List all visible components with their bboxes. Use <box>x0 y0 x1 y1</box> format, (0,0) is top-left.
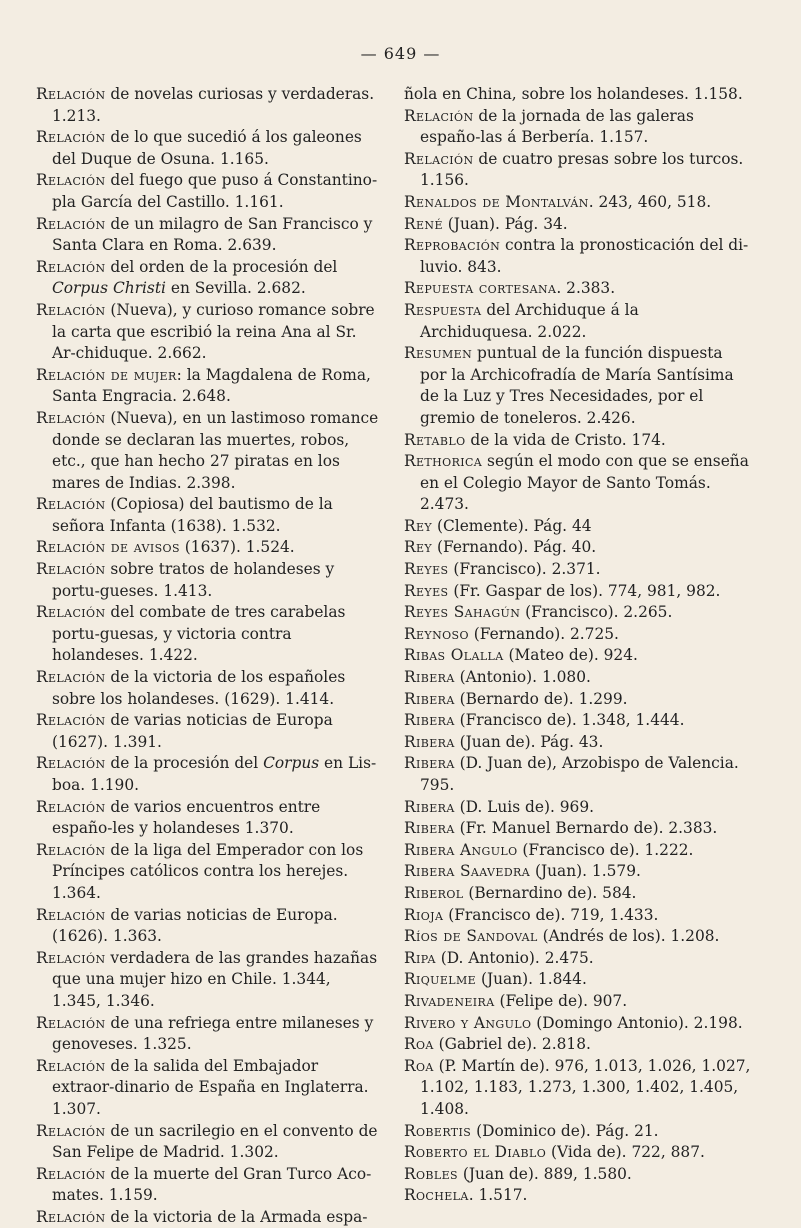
entry-text: contra la pronosticación del di-luvio. 843. <box>420 236 749 276</box>
index-entry <box>36 840 381 905</box>
index-entry <box>404 905 752 927</box>
entry-text: de un sacrilegio en el convento de San Felipe de Madrid. 1.302. <box>52 1121 378 1162</box>
index-entry <box>404 1013 752 1035</box>
index-entry <box>36 797 381 840</box>
entry-text: de la victoria de los españoles sobre los holandeses. (1629). 1.414. <box>52 668 346 708</box>
index-entry <box>404 883 752 905</box>
entry-text: (Bernardino de). 584. <box>463 883 637 902</box>
index-entry <box>36 1207 381 1228</box>
entry-text: (1637). 1.524. <box>179 538 295 557</box>
entry-heading: Relación <box>36 1164 106 1183</box>
entry-text: en Lis-boa. 1.190. <box>52 754 377 794</box>
entry-heading: Relación <box>36 171 106 190</box>
index-entry <box>404 343 752 429</box>
entry-text: de la procesión del <box>105 754 264 773</box>
entry-heading: Relación <box>36 1056 106 1075</box>
entry-text: (Vida de). 722, 887. <box>546 1143 705 1162</box>
index-entry <box>404 1142 752 1164</box>
entry-heading: Relación <box>36 754 106 773</box>
entry-heading: Reynoso <box>404 624 469 643</box>
entry-heading: Relación <box>36 797 106 816</box>
index-entry <box>404 667 752 689</box>
entry-text: (P. Martín de). 976, 1.013, 1.026, 1.027, 1.102, 1.183, 1.273, 1.300, 1.402, 1.405, 1.408. <box>420 1056 751 1118</box>
entry-text: de la victoria de la Armada espa- <box>105 1207 368 1226</box>
entry-text: de la vida de Cristo. 174. <box>465 430 666 449</box>
entry-heading: Relación <box>36 408 106 427</box>
index-entry <box>404 1121 752 1143</box>
entry-text: de un milagro de San Francisco y Santa Clara en Roma. 2.639. <box>52 214 373 255</box>
entry-text: (Nueva), en un lastimoso romance donde se declaran las muertes, robos, etc., que han hecho 27 piratas en los mares de Indias. 2.398. <box>52 408 379 492</box>
entry-text: (Dominico de). Pág. 21. <box>471 1121 659 1140</box>
entry-text: (D. Luis de). 969. <box>454 797 595 816</box>
index-entry <box>36 602 381 667</box>
index-entry <box>36 753 381 796</box>
entry-heading: Riquelme <box>404 970 477 989</box>
index-entry <box>404 278 752 300</box>
entry-italic-text: Corpus <box>263 754 320 773</box>
right-column <box>404 84 752 1207</box>
index-entry <box>36 257 381 300</box>
entry-text: (Fernando). 2.725. <box>468 624 619 643</box>
entry-heading: Relación <box>36 1121 106 1140</box>
entry-heading: Relación de avisos <box>36 538 180 557</box>
index-entry <box>404 753 752 796</box>
index-entry <box>404 710 752 732</box>
index-entry <box>404 106 752 149</box>
entry-text: de la salida del Embajador extraor-dinario de España en Inglaterra. 1.307. <box>52 1056 369 1118</box>
entry-heading: Roberto el Diablo <box>404 1143 547 1162</box>
entry-text: de varias noticias de Europa (1627). 1.391. <box>52 711 333 751</box>
entry-heading: Relación <box>36 1207 106 1226</box>
entry-text: de la muerte del Gran Turco Aco-mates. 1.159. <box>52 1164 372 1205</box>
entry-text: . 1.517. <box>468 1186 528 1205</box>
entry-heading: René <box>404 214 443 233</box>
entry-heading: Retablo <box>404 430 466 449</box>
entry-heading: Relación de mujer <box>36 365 177 384</box>
entry-heading: Roa <box>404 1035 434 1054</box>
entry-text: (Francisco). 2.371. <box>448 560 601 579</box>
entry-text: (Clemente). Pág. 44 <box>432 516 592 535</box>
index-entry <box>404 1056 752 1121</box>
entry-heading: Relación <box>36 905 106 924</box>
entry-text: (Domingo Antonio). 2.198. <box>531 1013 743 1032</box>
index-entry <box>404 969 752 991</box>
entry-text: sobre tratos de holandeses y portu-gueses. 1.413. <box>52 560 335 600</box>
index-entry <box>36 214 381 257</box>
index-entry <box>404 84 752 106</box>
entry-text: (Francisco). 2.265. <box>520 603 673 622</box>
entry-heading: Relación <box>36 257 106 276</box>
entry-heading: Ribera <box>404 797 455 816</box>
entry-text: ñola en China, sobre los holandeses. 1.158. <box>404 85 743 103</box>
entry-text: de la liga del Emperador con los Príncipes católicos contra los herejes. 1.364. <box>52 840 364 902</box>
index-entry <box>36 948 381 1013</box>
entry-heading: Reyes <box>404 560 449 579</box>
index-entry <box>36 537 381 559</box>
entry-text: . 243, 460, 518. <box>588 192 712 211</box>
entry-heading: Ribera Saavedra <box>404 862 531 881</box>
index-entry <box>404 581 752 603</box>
index-entry <box>404 1185 752 1207</box>
index-entry <box>404 559 752 581</box>
entry-text: (D. Juan de), Arzobispo de Valencia. 795. <box>420 754 739 794</box>
entry-text: (Copiosa) del bautismo de la señora Infanta (1638). 1.532. <box>52 495 333 535</box>
entry-text: de novelas curiosas y verdaderas. 1.213. <box>52 85 375 125</box>
index-entry <box>404 602 752 624</box>
entry-text: (Andrés de los). 1.208. <box>537 927 720 946</box>
entry-heading: Rey <box>404 516 433 535</box>
entry-heading: Relación <box>36 603 106 622</box>
index-entry <box>404 818 752 840</box>
index-entry <box>36 905 381 948</box>
index-entry <box>404 149 752 192</box>
entry-text: de lo que sucedió á los galeones del Duque de Osuna. 1.165. <box>52 128 362 168</box>
index-entry <box>36 408 381 494</box>
entry-heading: Rivero y Angulo <box>404 1013 532 1032</box>
entry-text: (Juan). 1.844. <box>476 970 587 989</box>
index-entry <box>404 624 752 646</box>
index-entry <box>404 797 752 819</box>
entry-text: (Francisco de). 719, 1.433. <box>443 905 659 924</box>
entry-heading: Ríos de Sandoval <box>404 927 538 946</box>
entry-heading: Reprobación <box>404 236 501 255</box>
entry-heading: Reyes Sahagún <box>404 603 521 622</box>
entry-heading: Relación <box>36 214 106 233</box>
entry-text: (Juan). 1.579. <box>530 862 641 881</box>
entry-text: (Fr. Manuel Bernardo de). 2.383. <box>454 819 718 838</box>
entry-heading: Relación <box>36 948 106 967</box>
entry-heading: Respuesta <box>404 300 482 319</box>
index-entry <box>36 667 381 710</box>
index-entry <box>404 451 752 516</box>
entry-heading: Rochela <box>404 1186 469 1205</box>
index-entry <box>404 1164 752 1186</box>
entry-text: de una refriega entre milaneses y genoveses. 1.325. <box>52 1013 374 1054</box>
index-entry <box>36 1056 381 1121</box>
entry-text: del fuego que puso á Constantino-pla García del Castillo. 1.161. <box>52 171 378 211</box>
index-entry <box>36 127 381 170</box>
index-entry <box>404 235 752 278</box>
entry-heading: Relación <box>36 840 106 859</box>
entry-text: (D. Antonio). 2.475. <box>435 948 594 967</box>
entry-text: (Francisco de). 1.222. <box>517 840 694 859</box>
index-entry <box>36 1121 381 1164</box>
entry-text: . 2.383. <box>556 279 616 298</box>
index-entry <box>404 192 752 214</box>
page-number: — 649 — <box>360 44 441 63</box>
left-column <box>36 84 381 1228</box>
index-entry <box>36 84 381 127</box>
entry-heading: Robles <box>404 1164 458 1183</box>
entry-text: verdadera de las grandes hazañas que una mujer hizo en Chile. 1.344, 1.345, 1.346. <box>52 948 378 1010</box>
entry-heading: Ribera <box>404 711 455 730</box>
index-entry <box>36 365 381 408</box>
entry-text: (Gabriel de). 2.818. <box>433 1035 591 1054</box>
index-entry <box>36 710 381 753</box>
entry-heading: Rethorica <box>404 452 483 471</box>
index-entry <box>36 300 381 365</box>
entry-heading: Roa <box>404 1056 434 1075</box>
entry-text: (Felipe de). 907. <box>494 991 628 1010</box>
index-entry <box>404 948 752 970</box>
entry-italic-text: Corpus Christi <box>52 279 166 298</box>
entry-text: de varios encuentros entre españo-les y holandeses 1.370. <box>52 797 321 838</box>
index-entry <box>36 559 381 602</box>
index-entry <box>36 1013 381 1056</box>
entry-heading: Rioja <box>404 905 444 924</box>
entry-heading: Ribera <box>404 668 455 687</box>
entry-heading: Relación <box>404 106 474 125</box>
entry-heading: Resumen <box>404 344 473 363</box>
index-entry <box>404 214 752 236</box>
index-entry <box>36 494 381 537</box>
entry-heading: Relación <box>36 300 106 319</box>
entry-heading: Ribas Olalla <box>404 646 504 665</box>
index-entry <box>404 840 752 862</box>
entry-text: del orden de la procesión del <box>105 257 338 276</box>
entry-heading: Ribera <box>404 819 455 838</box>
index-entry <box>404 430 752 452</box>
entry-text: (Fernando). Pág. 40. <box>432 538 597 557</box>
entry-text: de cuatro presas sobre los turcos. 1.156. <box>420 149 744 190</box>
entry-heading: Relación <box>36 668 106 687</box>
entry-text: (Juan). Pág. 34. <box>442 214 568 233</box>
index-entry <box>36 170 381 213</box>
index-entry <box>404 645 752 667</box>
index-entry <box>404 300 752 343</box>
entry-heading: Ribera <box>404 732 455 751</box>
entry-text: : la Magdalena de Roma, Santa Engracia. 2.648. <box>52 365 371 406</box>
index-entry <box>404 926 752 948</box>
entry-text: puntual de la función dispuesta por la Archicofradía de María Santísima de la Luz y Tres Necesidades, por el gremio de toneleros. 2.426. <box>420 344 734 427</box>
index-entry <box>404 1034 752 1056</box>
entry-heading: Relación <box>36 560 106 579</box>
entry-heading: Relación <box>36 495 106 514</box>
entry-text: (Fr. Gaspar de los). 774, 981, 982. <box>448 581 721 600</box>
entry-text: (Juan de). Pág. 43. <box>454 732 604 751</box>
entry-heading: Repuesta cortesana <box>404 279 557 298</box>
entry-heading: Robertis <box>404 1121 472 1140</box>
entry-heading: Relación <box>36 1013 106 1032</box>
entry-heading: Relación <box>36 85 106 103</box>
entry-text: (Mateo de). 924. <box>503 646 638 665</box>
index-entry <box>404 689 752 711</box>
index-entry <box>404 516 752 538</box>
entry-heading: Relación <box>404 149 474 168</box>
entry-text: en Sevilla. 2.682. <box>165 279 306 298</box>
entry-text: (Bernardo de). 1.299. <box>454 689 628 708</box>
index-entry <box>404 991 752 1013</box>
entry-heading: Ribera Angulo <box>404 840 518 859</box>
entry-heading: Rivadeneira <box>404 991 495 1010</box>
entry-heading: Ripa <box>404 948 436 967</box>
entry-text: de varias noticias de Europa. (1626). 1.363. <box>52 905 338 946</box>
entry-text: (Antonio). 1.080. <box>454 668 591 687</box>
index-entry <box>404 537 752 559</box>
entry-text: (Francisco de). 1.348, 1.444. <box>454 711 685 730</box>
entry-heading: Reyes <box>404 581 449 600</box>
entry-heading: Rey <box>404 538 433 557</box>
entry-heading: Relación <box>36 128 106 147</box>
index-entry <box>404 732 752 754</box>
entry-text: del combate de tres carabelas portu-guesas, y victoria contra holandeses. 1.422. <box>52 603 346 665</box>
entry-text: (Nueva), y curioso romance sobre la carta que escribió la reina Ana al Sr. Ar-chiduque. 2.662. <box>52 300 375 363</box>
entry-heading: Riberol <box>404 883 464 902</box>
entry-heading: Relación <box>36 711 106 730</box>
entry-text: (Juan de). 889, 1.580. <box>457 1164 632 1183</box>
index-entry <box>404 861 752 883</box>
entry-heading: Ribera <box>404 689 455 708</box>
entry-text: de la jornada de las galeras españo-las á Berbería. 1.157. <box>420 106 694 147</box>
entry-text: del Archiduque á la Archiduquesa. 2.022. <box>420 300 639 341</box>
entry-heading: Renaldos de Montalván <box>404 192 589 211</box>
index-entry <box>36 1164 381 1207</box>
entry-text: según el modo con que se enseña en el Colegio Mayor de Santo Tomás. 2.473. <box>420 452 749 514</box>
entry-heading: Ribera <box>404 754 455 773</box>
